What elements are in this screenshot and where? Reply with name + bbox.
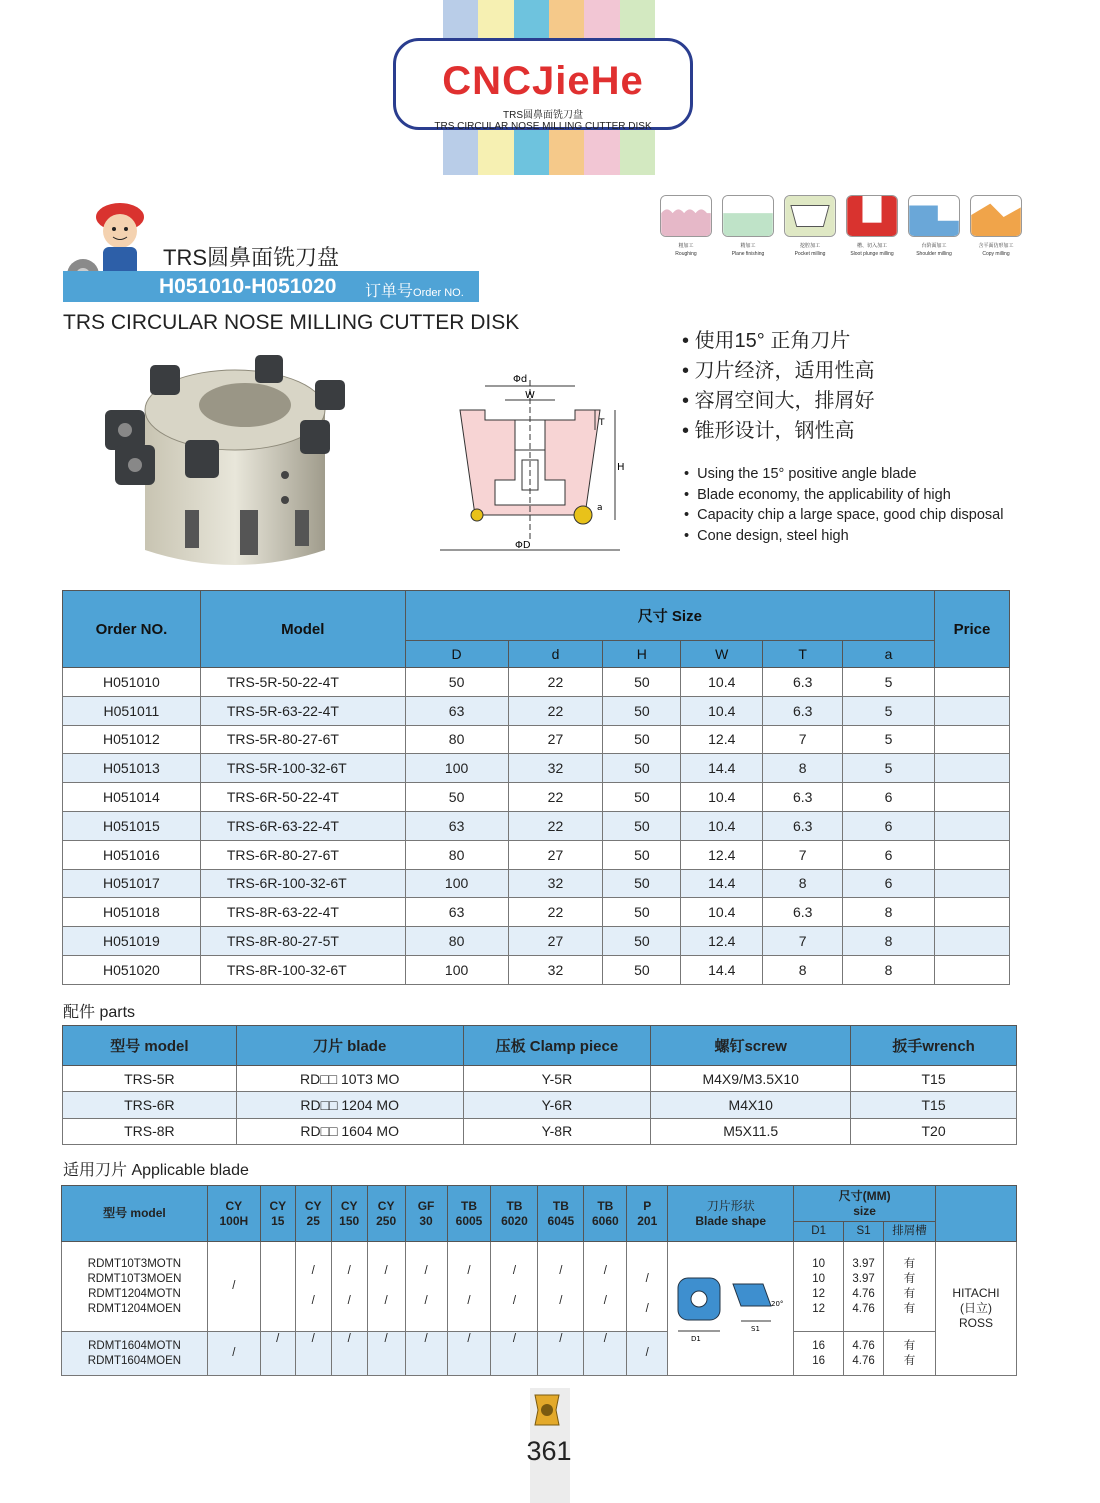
blade-col-shape: 刀片形状 Blade shape: [668, 1186, 794, 1242]
mark-cell: /: [295, 1332, 331, 1376]
parts-row: [63, 1066, 1017, 1092]
copy-icon: [970, 195, 1022, 237]
parts-col-clamp: 压板 Clamp piece: [463, 1026, 651, 1066]
table-cell: 50: [603, 668, 681, 697]
table-cell: [935, 811, 1010, 840]
table-cell: 50: [603, 898, 681, 927]
table-row: [63, 696, 1010, 725]
table-cell: 80: [405, 927, 508, 956]
slot-cell: 有 有: [884, 1332, 936, 1376]
mark-cell: / /: [447, 1242, 491, 1332]
parts-row: [63, 1118, 1017, 1144]
table-cell: 22: [508, 668, 603, 697]
mark-cell: /: [207, 1242, 260, 1332]
mark-cell: /: [331, 1332, 367, 1376]
table-cell: 5: [843, 696, 935, 725]
table-cell: 10.4: [681, 898, 763, 927]
parts-cell: RD□□ 1204 MO: [236, 1092, 463, 1118]
table-cell: TRS-6R-80-27-6T: [200, 840, 405, 869]
parts-cell: T15: [851, 1092, 1017, 1118]
table-cell: 50: [603, 869, 681, 898]
parts-cell: Y-6R: [463, 1092, 651, 1118]
table-cell: H051020: [63, 955, 201, 984]
parts-row: [63, 1092, 1017, 1118]
features-cn: • 使用15° 正角刀片 • 刀片经济，适用性高 • 容屑空间大，排屑好 • 锥形设计，钢性高: [682, 330, 875, 442]
table-cell: H051016: [63, 840, 201, 869]
table-cell: TRS-5R-100-32-6T: [200, 754, 405, 783]
table-cell: 5: [843, 754, 935, 783]
table-cell: 22: [508, 898, 603, 927]
s1-cell: 3.97 3.97 4.76 4.76: [844, 1242, 884, 1332]
table-cell: 50: [603, 811, 681, 840]
table-cell: [935, 869, 1010, 898]
col-H: H: [603, 641, 681, 668]
table-cell: 27: [508, 840, 603, 869]
svg-text:S1: S1: [751, 1325, 761, 1333]
table-cell: 32: [508, 869, 603, 898]
table-cell: 8: [843, 955, 935, 984]
mark-cell: / /: [367, 1242, 405, 1332]
table-cell: 8: [843, 898, 935, 927]
table-cell: 6.3: [763, 783, 843, 812]
slot-cell: 有 有 有 有: [884, 1242, 936, 1332]
col-d: d: [508, 641, 603, 668]
grade-5: GF 30: [405, 1186, 447, 1242]
col-D: D: [405, 641, 508, 668]
page-title-cn: TRS圆鼻面铣刀盘: [163, 245, 340, 270]
spec-table: [62, 590, 1010, 985]
parts-cell: M5X11.5: [651, 1118, 851, 1144]
parts-cell: TRS-6R: [63, 1092, 237, 1118]
table-cell: 6: [843, 811, 935, 840]
mark-cell: / /: [331, 1242, 367, 1332]
table-cell: H051011: [63, 696, 201, 725]
footer-emblem-icon: [532, 1390, 562, 1430]
cutter-product-image: [95, 350, 365, 585]
table-cell: H051017: [63, 869, 201, 898]
table-cell: 63: [405, 696, 508, 725]
table-cell: TRS-5R-50-22-4T: [200, 668, 405, 697]
table-cell: 50: [603, 754, 681, 783]
table-row: [63, 955, 1010, 984]
table-cell: 6: [843, 869, 935, 898]
logo-subtitle-en: TRS CIRCULAR NOSE MILLING CUTTER DISK: [434, 121, 652, 132]
grade-10: P 201: [627, 1186, 668, 1242]
d1-cell: 10 10 12 12: [794, 1242, 844, 1332]
order-label: 订单号Order NO.: [365, 283, 464, 300]
table-cell: 14.4: [681, 754, 763, 783]
grade-4: CY 250: [367, 1186, 405, 1242]
page-title-en: TRS CIRCULAR NOSE MILLING CUTTER DISK: [63, 311, 520, 334]
table-cell: 50: [405, 668, 508, 697]
table-cell: H051015: [63, 811, 201, 840]
brand-name: CNCJieHe: [442, 59, 644, 103]
table-cell: 6: [843, 840, 935, 869]
table-cell: TRS-6R-63-22-4T: [200, 811, 405, 840]
mark-cell: /: [405, 1332, 447, 1376]
mark-cell: /: [367, 1332, 405, 1376]
table-cell: 12.4: [681, 725, 763, 754]
grade-3: CY 150: [331, 1186, 367, 1242]
mark-cell: / /: [584, 1242, 627, 1332]
table-cell: [935, 725, 1010, 754]
table-cell: [935, 754, 1010, 783]
parts-cell: Y-8R: [463, 1118, 651, 1144]
table-cell: 100: [405, 754, 508, 783]
blade-models-2: RDMT1604MOTN RDMT1604MOEN: [62, 1332, 208, 1376]
roughing-icon: [660, 195, 712, 237]
parts-col-model: 型号 model: [63, 1026, 237, 1066]
table-cell: 8: [763, 754, 843, 783]
mark-cell: /: [207, 1332, 260, 1376]
table-cell: 22: [508, 811, 603, 840]
mark-cell: /: [260, 1332, 295, 1376]
svg-text:a: a: [597, 503, 603, 513]
op-plane-finishing: 精加工 Plane finishing: [722, 195, 774, 258]
table-cell: 50: [405, 783, 508, 812]
blade-col-s1: S1: [844, 1222, 884, 1242]
op-roughing: 粗加工 Roughing: [660, 195, 712, 258]
parts-col-screw: 螺钉screw: [651, 1026, 851, 1066]
table-cell: 5: [843, 668, 935, 697]
features-en: • Using the 15° positive angle blade • Blade economy, the applicability of high • Capacity chip a large space, good chip disposal • Cone design, steel high: [684, 466, 1004, 544]
table-cell: 8: [763, 869, 843, 898]
table-cell: 7: [763, 927, 843, 956]
parts-cell: RD□□ 10T3 MO: [236, 1066, 463, 1092]
table-cell: [935, 840, 1010, 869]
parts-col-wrench: 扳手wrench: [851, 1026, 1017, 1066]
blade-col-size: 尺寸(MM) size: [794, 1186, 936, 1222]
table-cell: 22: [508, 696, 603, 725]
table-cell: [935, 668, 1010, 697]
mark-cell: / /: [538, 1242, 584, 1332]
parts-cell: T20: [851, 1118, 1017, 1144]
svg-text:T: T: [599, 418, 605, 428]
table-cell: H051013: [63, 754, 201, 783]
table-row: [63, 668, 1010, 697]
table-row: [63, 811, 1010, 840]
parts-cell: M4X10: [651, 1092, 851, 1118]
table-cell: TRS-8R-80-27-5T: [200, 927, 405, 956]
parts-cell: TRS-5R: [63, 1066, 237, 1092]
parts-cell: Y-5R: [463, 1066, 651, 1092]
table-row: [63, 725, 1010, 754]
table-cell: 80: [405, 725, 508, 754]
table-cell: 22: [508, 783, 603, 812]
grade-0: CY 100H: [207, 1186, 260, 1242]
mark-cell: /: [447, 1332, 491, 1376]
table-row: [63, 898, 1010, 927]
op-slot-plunge: 槽、切入加工 Sloot plunge milling: [846, 195, 898, 258]
table-cell: H051010: [63, 668, 201, 697]
table-row: [63, 840, 1010, 869]
table-cell: 63: [405, 811, 508, 840]
table-cell: [935, 955, 1010, 984]
mark-cell: [260, 1242, 295, 1332]
table-cell: 27: [508, 725, 603, 754]
slot-icon: [846, 195, 898, 237]
table-cell: [935, 696, 1010, 725]
table-cell: 6.3: [763, 898, 843, 927]
table-cell: 6.3: [763, 696, 843, 725]
table-cell: 7: [763, 725, 843, 754]
blade-group-2: [62, 1332, 1017, 1376]
table-row: [63, 783, 1010, 812]
d1-cell: 16 16: [794, 1332, 844, 1376]
table-cell: 50: [603, 725, 681, 754]
blade-table: [61, 1185, 1017, 1376]
table-row: [63, 869, 1010, 898]
op-shoulder-milling: 台阶面加工 Shoulder milling: [908, 195, 960, 258]
col-price: Price: [935, 591, 1010, 668]
mark-cell: /: [491, 1332, 538, 1376]
mark-cell: /: [627, 1332, 668, 1376]
col-a: a: [843, 641, 935, 668]
parts-cell: T15: [851, 1066, 1017, 1092]
blade-col-d1: D1: [794, 1222, 844, 1242]
table-cell: [935, 898, 1010, 927]
cross-section-drawing: [425, 370, 635, 560]
op-copy-milling: 含平面仿形加工 Copy milling: [970, 195, 1022, 258]
table-row: [63, 754, 1010, 783]
table-cell: TRS-8R-63-22-4T: [200, 898, 405, 927]
blade-col-brand: [935, 1186, 1016, 1242]
logo-subtitle-cn: TRS圆鼻面铣刀盘: [503, 110, 583, 121]
mark-cell: /: [538, 1332, 584, 1376]
table-cell: 10.4: [681, 696, 763, 725]
svg-text:20°: 20°: [771, 1300, 784, 1308]
table-cell: 10.4: [681, 811, 763, 840]
blade-col-slot: 排屑槽: [884, 1222, 936, 1242]
table-cell: [935, 783, 1010, 812]
table-cell: 14.4: [681, 869, 763, 898]
table-cell: TRS-6R-50-22-4T: [200, 783, 405, 812]
table-cell: 8: [843, 927, 935, 956]
parts-cell: TRS-8R: [63, 1118, 237, 1144]
table-cell: 100: [405, 869, 508, 898]
table-cell: TRS-6R-100-32-6T: [200, 869, 405, 898]
pocket-icon: [784, 195, 836, 237]
table-cell: TRS-5R-63-22-4T: [200, 696, 405, 725]
table-cell: 6.3: [763, 668, 843, 697]
col-W: W: [681, 641, 763, 668]
table-cell: 32: [508, 754, 603, 783]
col-order: Order NO.: [63, 591, 201, 668]
table-cell: H051018: [63, 898, 201, 927]
table-cell: 7: [763, 840, 843, 869]
op-pocket-milling: 挖腔加工 Pocket milling: [784, 195, 836, 258]
svg-text:Φd: Φd: [513, 374, 528, 385]
parts-cell: RD□□ 1604 MO: [236, 1118, 463, 1144]
table-cell: 50: [603, 955, 681, 984]
table-cell: 6.3: [763, 811, 843, 840]
table-cell: 50: [603, 927, 681, 956]
brand-cell: HITACHI (日立) ROSS: [935, 1242, 1016, 1376]
table-cell: H051014: [63, 783, 201, 812]
table-cell: H051012: [63, 725, 201, 754]
table-cell: 50: [603, 840, 681, 869]
table-cell: 50: [603, 783, 681, 812]
grade-6: TB 6005: [447, 1186, 491, 1242]
table-cell: 12.4: [681, 840, 763, 869]
parts-col-blade: 刀片 blade: [236, 1026, 463, 1066]
table-cell: 10.4: [681, 783, 763, 812]
parts-table: [62, 1025, 1017, 1145]
blade-shape-image: [668, 1242, 794, 1376]
mark-cell: / /: [491, 1242, 538, 1332]
shoulder-icon: [908, 195, 960, 237]
grade-7: TB 6020: [491, 1186, 538, 1242]
page-number: 361: [526, 1436, 572, 1466]
col-model: Model: [200, 591, 405, 668]
table-cell: 80: [405, 840, 508, 869]
blade-title: 适用刀片 Applicable blade: [63, 1162, 249, 1179]
table-cell: 32: [508, 955, 603, 984]
grade-9: TB 6060: [584, 1186, 627, 1242]
table-cell: H051019: [63, 927, 201, 956]
svg-text:W: W: [525, 390, 535, 401]
mark-cell: /: [584, 1332, 627, 1376]
mark-cell: / /: [405, 1242, 447, 1332]
grade-2: CY 25: [295, 1186, 331, 1242]
parts-cell: M4X9/M3.5X10: [651, 1066, 851, 1092]
svg-text:H: H: [617, 462, 625, 473]
table-row: [63, 927, 1010, 956]
svg-text:D1: D1: [691, 1335, 702, 1343]
blade-col-model: 型号 model: [62, 1186, 208, 1242]
col-T: T: [763, 641, 843, 668]
order-range: H051010-H051020: [159, 275, 337, 298]
title-bar: [63, 271, 479, 302]
table-cell: 8: [763, 955, 843, 984]
table-cell: TRS-5R-80-27-6T: [200, 725, 405, 754]
mark-cell: / /: [627, 1242, 668, 1332]
table-cell: 14.4: [681, 955, 763, 984]
grade-1: CY 15: [260, 1186, 295, 1242]
s1-cell: 4.76 4.76: [844, 1332, 884, 1376]
blade-shape-icon: [673, 1266, 788, 1346]
blade-models-1: RDMT10T3MOTN RDMT10T3MOEN RDMT1204MOTN RDMT1204MOEN: [62, 1242, 208, 1332]
mark-cell: / /: [295, 1242, 331, 1332]
brand-logo: [393, 38, 693, 130]
col-size: 尺寸 Size: [405, 591, 934, 641]
parts-title: 配件 parts: [63, 1004, 136, 1021]
table-cell: 50: [603, 696, 681, 725]
table-cell: 100: [405, 955, 508, 984]
grade-8: TB 6045: [538, 1186, 584, 1242]
table-cell: 5: [843, 725, 935, 754]
finishing-icon: [722, 195, 774, 237]
table-cell: 63: [405, 898, 508, 927]
table-cell: [935, 927, 1010, 956]
table-cell: 27: [508, 927, 603, 956]
table-cell: 10.4: [681, 668, 763, 697]
table-cell: TRS-8R-100-32-6T: [200, 955, 405, 984]
table-cell: 12.4: [681, 927, 763, 956]
operation-icons: [660, 195, 1022, 258]
svg-text:ΦD: ΦD: [515, 540, 531, 551]
table-cell: 6: [843, 783, 935, 812]
blade-group-1: [62, 1242, 1017, 1332]
